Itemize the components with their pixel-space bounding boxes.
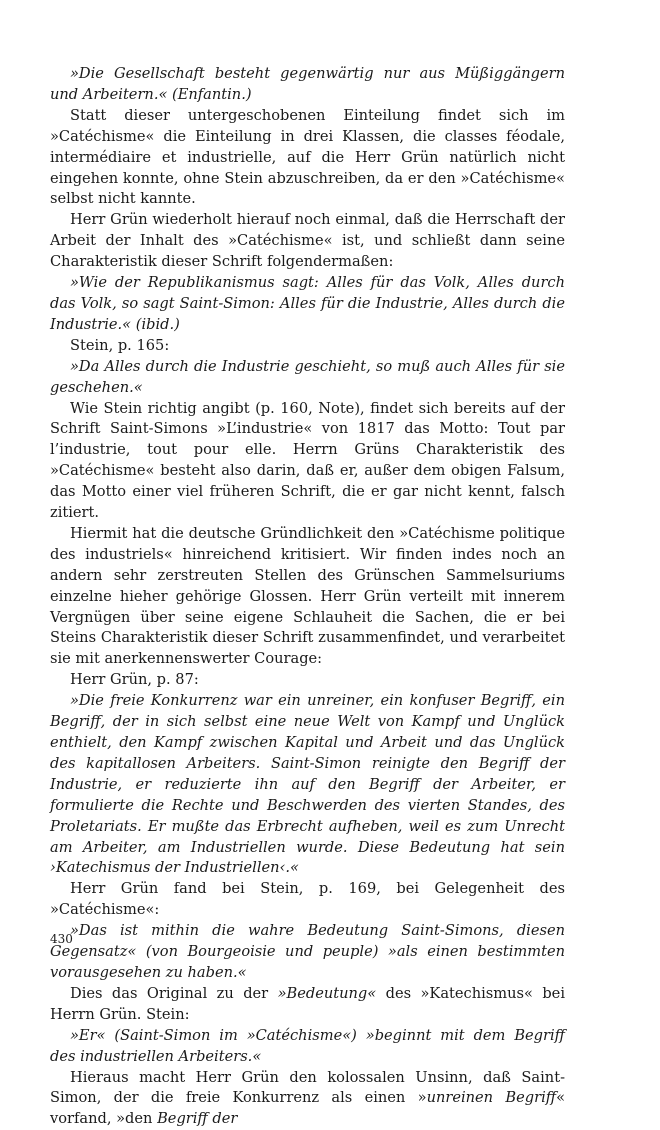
paragraph <box>50 1026 565 1068</box>
quote-text: »Da Alles durch die Industrie geschieht, so muß auch Alles für sie geschehen.« <box>50 358 565 396</box>
quote-text: »Er« (Saint-Simon im »Catéchisme«) »beginnt mit dem Begriff des industriellen Arbeiters.« <box>50 1027 565 1065</box>
paragraph <box>50 336 565 357</box>
paragraph <box>50 399 565 524</box>
quote-text: »Die Gesellschaft besteht gegenwärtig nur aus Müßiggängern und Arbeitern.« (Enfantin.) <box>50 65 565 103</box>
paragraph <box>50 106 565 211</box>
emphasis-text: Begriff der <box>157 1110 237 1127</box>
paragraph <box>50 273 565 336</box>
page-number: 430 <box>50 932 73 946</box>
emphasis-text: unreinen Begriff <box>427 1089 557 1106</box>
paragraph <box>50 357 565 399</box>
paragraph <box>50 984 565 1026</box>
body-text: Herr Grün fand bei Stein, p. 169, bei Gelegenheit des »Catéchisme«: <box>50 880 565 918</box>
body-text: Wie Stein richtig angibt (p. 160, Note), findet sich bereits auf der Schrift Saint-Simons »L’industrie« von 1817 das Motto: Tout par l’industrie, tout pour elle. Herrn Grüns Charakteristik des »Catéchisme« besteht also darin, daß er, außer dem obigen Falsum, das Motto einer viel früheren Schrift, die er gar nicht kennt, falsch zitiert. <box>50 400 565 522</box>
paragraph <box>50 691 565 879</box>
body-text: Stein, p. 165: <box>70 337 169 354</box>
emphasis-text: »Bedeutung« <box>278 985 377 1002</box>
quote-text: »als einen bestimmten vorausgesehen zu haben.« <box>50 943 565 981</box>
paragraph <box>50 879 565 921</box>
body-text: Dies das Original zu der <box>70 985 278 1002</box>
quote-text: »Das ist mithin die wahre Bedeutung Saint-Simons, diesen Gegensatz« <box>50 922 565 960</box>
paragraph <box>50 524 565 670</box>
paragraph <box>50 670 565 691</box>
paragraph <box>50 1068 565 1130</box>
paragraph <box>50 921 565 984</box>
quote-text: »Die freie Konkurrenz war ein unreiner, ein konfuser Begriff, ein Begriff, der in sich selbst eine neue Welt von Kampf und Unglück enthielt, den Kampf zwischen Kapital und Arbeit und das Unglück des kapitallosen Arbeiters. Saint-Simon reinigte den Begriff der Industrie, er reduzierte ihn auf den Begriff der Arbeiter, er formulierte die Rechte und Beschwerden des vierten Standes, des Proletariats. Er mußte das Erbrecht aufheben, weil es zum Unrecht am Arbeiter, am Industriellen wurde. Diese Bedeutung hat sein ›Katechismus der Industriellen‹.« <box>50 692 565 876</box>
body-text: Hieraus macht Herr Grün den kolossalen Unsinn, daß Saint-Simon, der die freie Konkurrenz als einen » <box>50 1069 565 1107</box>
paragraph <box>50 64 565 106</box>
body-text: Herr Grün, p. 87: <box>70 671 199 688</box>
body-text: des »Katechismus« bei Herrn Grün. Stein: <box>50 985 565 1023</box>
paragraph <box>50 210 565 273</box>
body-text: Herr Grün wiederholt hierauf noch einmal, daß die Herrschaft der Arbeit der Inhalt des »Catéchisme« ist, und schließt dann seine Charakteristik dieser Schrift folgendermaßen: <box>50 211 565 270</box>
body-text: Hiermit hat die deutsche Gründlichkeit den »Catéchisme politique des industriels« hinreichend kritisiert. Wir finden indes noch an andern sehr zerstreuten Stellen des Grünschen Sammelsuriums einzelne hieher gehörige Glossen. Herr Grün verteilt mit innerem Vergnügen über seine eigene Schlauheit die Sachen, die er bei Steins Charakteristik dieser Schrift zusammenfindet, und verarbeitet sie mit anerkennenswerter Courage: <box>50 525 565 667</box>
body-text: Statt dieser untergeschobenen Einteilung findet sich im »Catéchisme« die Einteilung in drei Klassen, die classes féodale, intermédiaire et industrielle, auf die Herr Grün natürlich nicht eingehen konnte, ohne Stein abzuschreiben, da er den »Catéchisme« selbst nicht kannte. <box>50 107 565 208</box>
quote-text: (von Bourgeoisie und peuple) <box>146 943 379 960</box>
main-text-block <box>50 64 565 1130</box>
body-text: « vorfand, »den <box>50 1089 565 1127</box>
quote-text: »Wie der Republikanismus sagt: Alles für das Volk, Alles durch das Volk, so sagt Saint-Simon: Alles für die Industrie, Alles durch die Industrie.« (ibid.) <box>50 274 565 333</box>
